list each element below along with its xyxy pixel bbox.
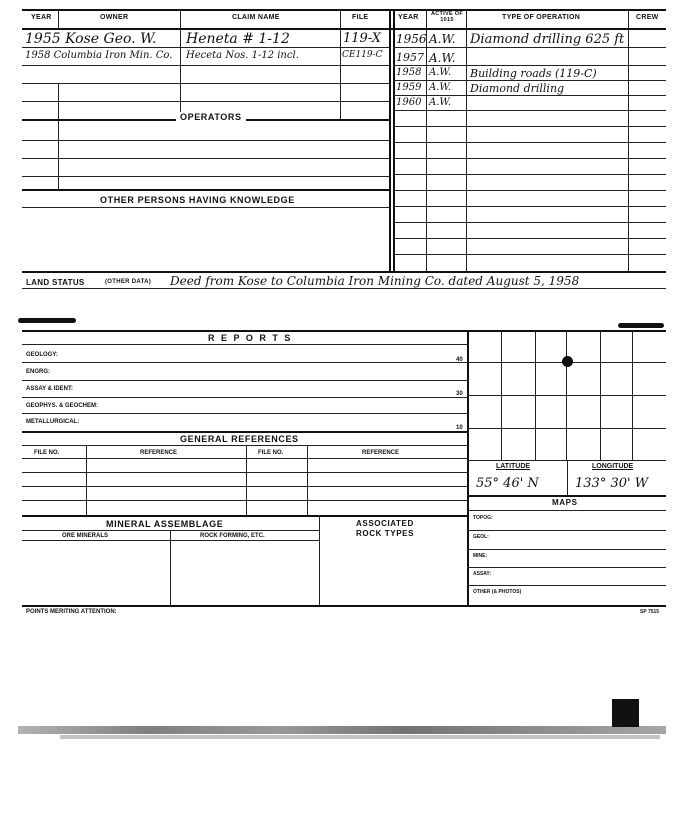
header-type-of-operation: TYPE OF OPERATION xyxy=(502,14,581,21)
ref-header-ref-2: REFERENCE xyxy=(362,450,400,456)
owner-row-2-entry: 1958 Columbia Iron Min. Co. xyxy=(25,50,173,61)
form-number: SP 7515 xyxy=(640,609,660,615)
other-persons-label: OTHER PERSONS HAVING KNOWLEDGE xyxy=(100,195,295,205)
ref-header-file-2: FILE NO. xyxy=(258,450,284,456)
latitude-value: 55° 46' N xyxy=(476,476,539,491)
op-row-3-year: 1958 xyxy=(396,67,422,78)
scan-artifact-band xyxy=(18,726,666,734)
ore-minerals-label: ORE MINERALS xyxy=(62,533,109,539)
report-engrg: ENGRG: xyxy=(26,369,50,375)
ref-header-file-1: FILE NO. xyxy=(34,450,60,456)
op-row-3-type: Building roads (119-C) xyxy=(470,67,597,80)
scan-artifact-band-2 xyxy=(60,735,660,739)
operators-label: OPERATORS xyxy=(176,112,246,122)
longitude-label: LONGITUDE xyxy=(592,463,634,470)
associated-label: ASSOCIATED xyxy=(356,519,414,528)
reports-title: R E P O R T S xyxy=(208,333,293,343)
header-active: ACTIVE OF 1015 xyxy=(430,11,464,23)
owner-row-1-claim: Heneta # 1-12 xyxy=(186,31,290,47)
ref-header-ref-1: REFERENCE xyxy=(140,450,178,456)
mineral-title: MINERAL ASSEMBLAGE xyxy=(106,519,224,529)
map-assay: ASSAY: xyxy=(473,571,492,577)
land-status-label: LAND STATUS xyxy=(26,278,85,287)
latitude-label: LATITUDE xyxy=(496,463,531,470)
op-row-4-year: 1959 xyxy=(396,82,422,93)
report-metallurgical: METALLURGICAL: xyxy=(26,419,80,425)
rock-forming-label: ROCK FORMING, ETC. xyxy=(200,533,265,539)
general-references-title: GENERAL REFERENCES xyxy=(180,434,299,444)
map-other: OTHER (& PHOTOS) xyxy=(473,589,522,595)
report-metallurgical-num: 10 xyxy=(456,425,463,431)
header-crew: CREW xyxy=(636,14,659,21)
maps-label: MAPS xyxy=(552,498,578,507)
op-row-4-type: Diamond drilling xyxy=(470,82,565,95)
op-row-4-active: A.W. xyxy=(429,82,452,93)
header-year-2: YEAR xyxy=(398,14,419,21)
owner-row-1-entry: 1955 Kose Geo. W. xyxy=(25,31,157,47)
header-claim-name: CLAIM NAME xyxy=(232,14,280,21)
op-row-5-active: A.W. xyxy=(429,97,452,108)
owner-row-2-file: CE119-C xyxy=(342,50,383,60)
op-row-1-year: 1956 xyxy=(396,32,427,46)
op-row-2-active: A.W. xyxy=(429,51,456,65)
map-geol: GEOL: xyxy=(473,534,489,540)
report-assay: ASSAY & IDENT: xyxy=(26,386,74,392)
header-year: YEAR xyxy=(31,14,52,21)
longitude-value: 133° 30' W xyxy=(575,476,649,491)
op-row-1-active: A.W. xyxy=(429,32,456,46)
report-geology: GEOLOGY: xyxy=(26,352,58,358)
op-row-1-type: Diamond drilling 625 ft xyxy=(470,32,625,47)
land-status-sublabel: (OTHER DATA) xyxy=(105,279,152,285)
report-engrg-num: 40 xyxy=(456,357,463,363)
header-file: FILE xyxy=(352,14,369,21)
map-topog: TOPOG: xyxy=(473,515,493,521)
points-meriting-label: POINTS MERITING ATTENTION: xyxy=(26,609,117,615)
report-geophys: GEOPHYS. & GEOCHEM: xyxy=(26,403,99,409)
rock-types-label: ROCK TYPES xyxy=(356,529,415,538)
report-geophys-num: 30 xyxy=(456,391,463,397)
land-status-text: Deed from Kose to Columbia Iron Mining Co. dated August 5, 1958 xyxy=(170,274,580,288)
map-mine: MINE: xyxy=(473,553,488,559)
owner-row-2-claim: Heceta Nos. 1-12 incl. xyxy=(186,50,299,61)
op-row-3-active: A.W. xyxy=(429,67,452,78)
scan-artifact-block xyxy=(612,699,639,727)
op-row-2-year: 1957 xyxy=(396,51,424,64)
location-marker xyxy=(562,356,573,367)
owner-row-1-file: 119-X xyxy=(343,31,381,46)
header-owner: OWNER xyxy=(100,14,129,21)
op-row-5-year: 1960 xyxy=(396,97,422,108)
